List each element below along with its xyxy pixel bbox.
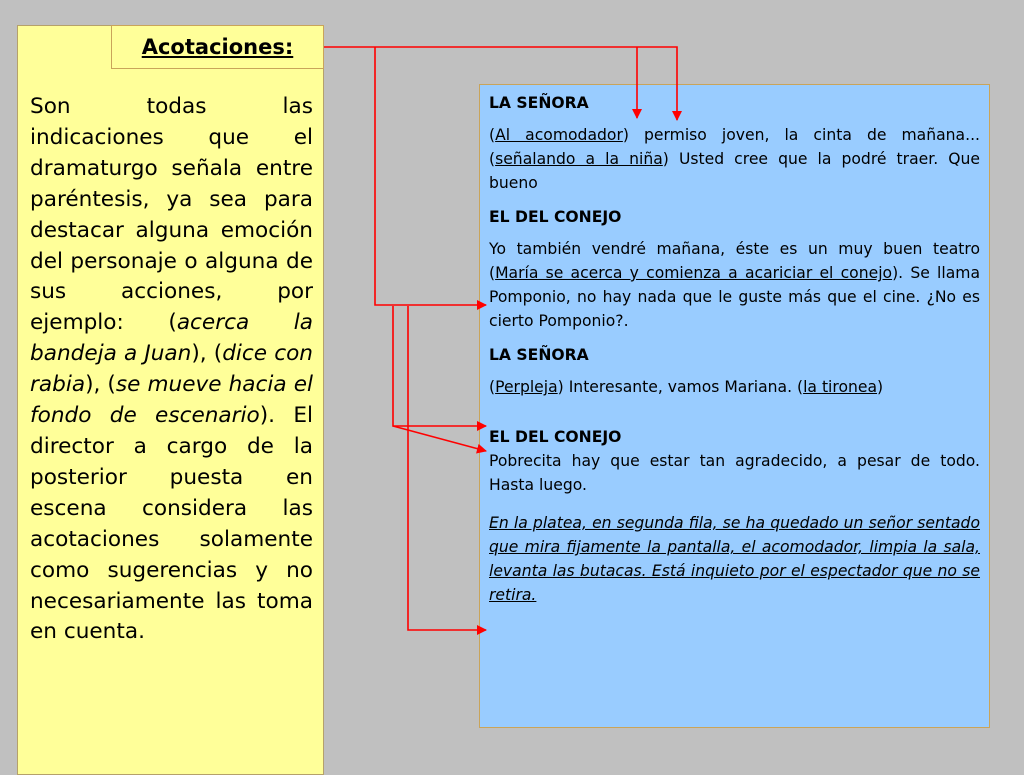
- acotacion: la tironea: [803, 378, 878, 396]
- connector-line: [375, 47, 486, 305]
- dialogue: (Perpleja) Interesante, vamos Mariana. (la tironea): [489, 378, 884, 396]
- stage-direction: En la platea, en segunda fila, se ha quedado un señor sentado que mira fijamente la pantalla, el acomodador, limpia la sala, levanta las butacas. Está inquieto por el espectador que no se retira.: [489, 514, 980, 604]
- connector-line: [393, 426, 486, 451]
- acotacion: Al acomodador: [495, 126, 623, 144]
- speaker-label: LA SEÑORA: [489, 346, 589, 364]
- definition-part: ), (: [85, 372, 116, 398]
- acotacion: María se acerca y comienza a acariciar el conejo: [495, 264, 893, 282]
- example-acotacion: dice con rabia: [30, 341, 313, 398]
- definition-part: Son todas las indicaciones que el dramaturgo señala entre paréntesis, ya sea para destacar alguna emoción del personaje o alguna de sus acciones, por ejemplo: (: [30, 94, 313, 336]
- example-acotacion: se mueve hacia el fondo de escenario: [30, 372, 313, 429]
- speaker-label: LA SEÑORA: [489, 94, 589, 112]
- acotacion: Perpleja: [495, 378, 558, 396]
- definition-part: ), (: [191, 341, 223, 367]
- speaker-label: EL DEL CONEJO: [489, 208, 622, 226]
- acotacion: señalando a la niña: [495, 150, 663, 168]
- definition-part: ). El director a cargo de la posterior puesta en escena considera las acotaciones solamente como sugerencias y no necesariamente las toma en cuenta.: [30, 403, 313, 645]
- example-acotacion: acerca la bandeja a Juan: [30, 310, 313, 367]
- connector-line: [408, 306, 486, 630]
- connector-line: [393, 306, 486, 426]
- dialogue: (Al acomodador) permiso joven, la cinta de mañana...(señalando a la niña) Usted cree que la podré traer. Que bueno: [489, 126, 980, 192]
- dialogue: Pobrecita hay que estar tan agradecido, a pesar de todo. Hasta luego.: [489, 452, 980, 494]
- title: Acotaciones:: [141, 35, 294, 59]
- speaker-label: EL DEL CONEJO: [489, 428, 622, 446]
- connector-line: [324, 47, 677, 120]
- dialogue: Yo también vendré mañana, éste es un muy buen teatro (María se acerca y comienza a acariciar el conejo). Se llama Pomponio, no hay nada que le guste más que el cine. ¿No es cierto Pomponio?.: [489, 240, 981, 330]
